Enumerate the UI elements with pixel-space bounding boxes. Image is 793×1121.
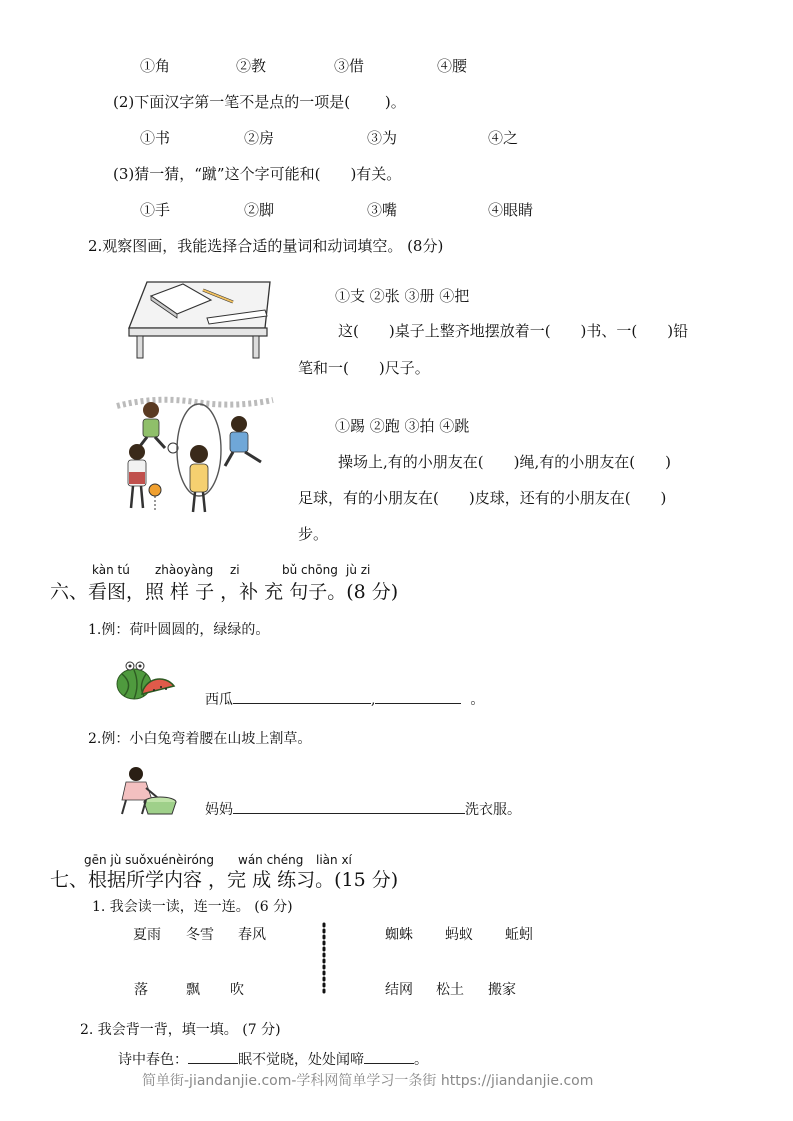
poem-label: 诗中春色： [118,1052,188,1068]
pinyin-kan-tu: kàn tú [92,563,130,577]
block1-options: ①支 ②张 ③册 ④把 [335,287,470,305]
match-right-bottom-2[interactable]: 松土 [436,982,464,998]
match-left-bottom-3[interactable]: 吹 [230,982,244,998]
poem-end: 。 [414,1052,428,1068]
block2-line3: 步。 [298,525,329,543]
q2-option-a: ①书 [140,129,171,147]
block2-line1: 操场上,有的小朋友在( )绳,有的小朋友在( ) [338,453,671,471]
pinyin-lianxi: liàn xí [316,853,352,867]
pinyin-juzi: jù zi [346,563,371,577]
ex2-blank[interactable] [233,799,465,814]
poem-blank-1[interactable] [188,1049,238,1064]
section7-q1-title: 1. 我会读一读，连一连。 (6 分) [92,899,293,915]
match-left-top-3[interactable]: 春风 [238,927,266,943]
section7-q2-title: 2. 我会背一背，填一填。 (7 分) [80,1022,281,1038]
ex1-comma: , [371,692,376,708]
match-right-bottom-3[interactable]: 搬家 [488,982,516,998]
match-left-top-1[interactable]: 夏雨 [133,927,161,943]
ex2-end: 洗衣服。 [465,802,521,818]
match-right-bottom-1[interactable]: 结网 [385,982,413,998]
section6-ex2-label: 2.例：小白兔弯着腰在山坡上割草。 [88,731,312,747]
q3-option-d: ④眼睛 [488,201,534,219]
q1-option-a: ①角 [140,57,171,75]
match-left-bottom-2[interactable]: 飘 [186,982,200,998]
section6-ex1-label: 1.例：荷叶圆圆的，绿绿的。 [88,622,270,638]
match-left-bottom-1[interactable]: 落 [134,982,148,998]
match-right-top-1[interactable]: 蜘蛛 [385,927,413,943]
q3-option-c: ③嘴 [367,201,398,219]
block2-options: ①踢 ②跑 ③拍 ④跳 [335,417,470,435]
ex1-subject: 西瓜 [205,692,233,708]
block1-line1: 这( )桌子上整齐地摆放着一( )书、一( )铅 [338,322,689,340]
match-left-top-2[interactable]: 冬雪 [186,927,214,943]
playground-illustration [115,392,275,522]
poem-line [118,1049,428,1069]
q2-option-d: ④之 [488,129,519,147]
q3-option-b: ②脚 [244,201,275,219]
washing-illustration [112,764,178,816]
poem-mid: 眠不觉晓，处处闻啼 [238,1052,364,1068]
match-right-top-3[interactable]: 蚯蚓 [505,927,533,943]
poem-blank-2[interactable] [364,1049,414,1064]
pinyin-genju: gēn jù suǒxuénèiróng [84,853,215,867]
match-right-top-2[interactable]: 蚂蚁 [445,927,473,943]
watermelon-illustration [114,656,176,702]
q2-option-c: ③为 [367,129,398,147]
section6-ex2-sentence [205,799,521,819]
q1-option-c: ③借 [334,57,365,75]
ex1-end: 。 [470,692,485,708]
desk-illustration [125,278,275,360]
q1-option-b: ②教 [236,57,267,75]
q1-option-d: ④腰 [437,57,468,75]
ex1-blank-2[interactable] [375,689,461,704]
q3-stem: (3)猜一猜，“蹴”这个字可能和( )有关。 [113,165,402,183]
part5-q2-title: 2.观察图画，我能选择合适的量词和动词填空。 (8分) [88,237,444,255]
pinyin-zi: zi [230,563,240,577]
q3-option-a: ①手 [140,201,171,219]
footer-watermark: 简单街-jiandanjie.com-学科网简单学习一条街 https://jiandanjie.com [142,1073,594,1089]
pinyin-zhaoyang: zhàoyàng [155,563,214,577]
q2-option-b: ②房 [244,129,275,147]
pinyin-buchong: bǔ chōng [282,563,338,577]
section6-ex1-sentence [205,689,484,709]
ex1-blank-1[interactable] [233,689,371,704]
section6-title: 六、看图，照 样 子 ，补 充 句子。(8 分) [50,581,399,603]
q2-stem: (2)下面汉字第一笔不是点的一项是( )。 [113,93,406,111]
dotted-divider [320,922,328,996]
pinyin-wancheng: wán chéng [238,853,304,867]
block1-line2: 笔和一( )尺子。 [298,359,430,377]
section7-title: 七、根据所学内容 ，完 成 练习。(15 分) [50,869,399,891]
block2-line2: 足球，有的小朋友在( )皮球，还有的小朋友在( ) [298,489,667,507]
ex2-subject: 妈妈 [205,802,233,818]
